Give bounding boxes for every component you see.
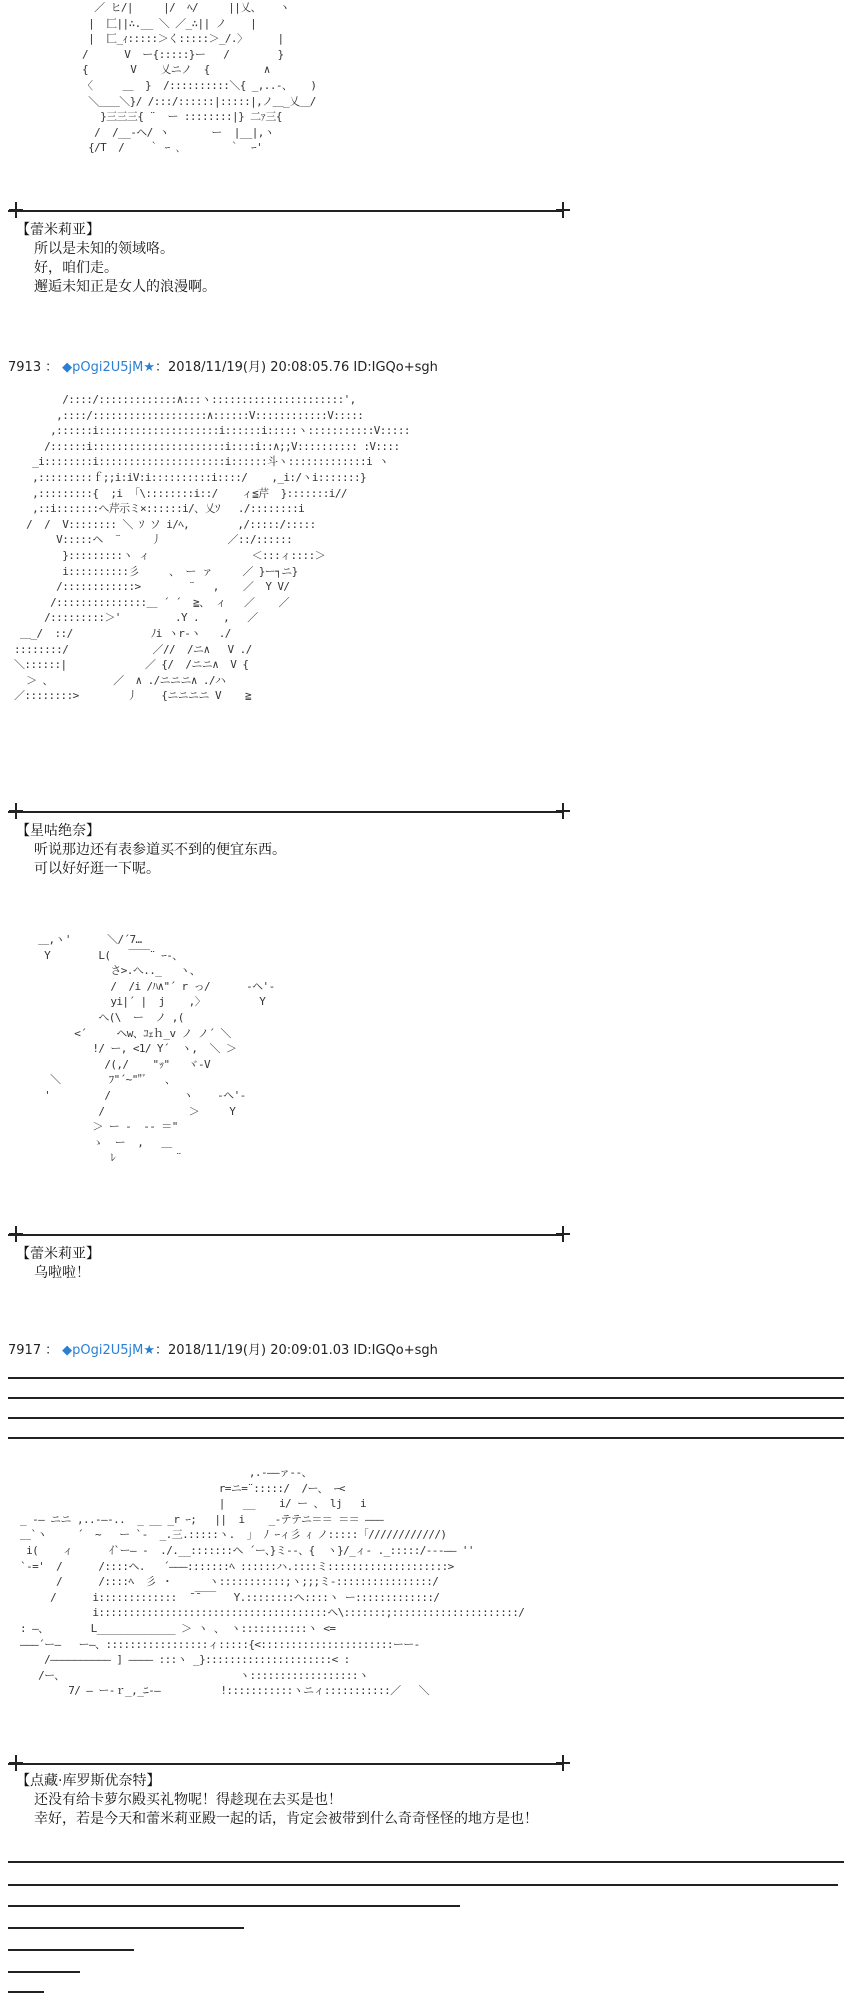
- dialogue-line: 还没有给卡萝尔殿买礼物呢！得趁现在去买是也！: [34, 1792, 342, 1808]
- ascii-art-remilia-group: ／ ヒ/| |/ ﾍ/ ||乂、 ヽ | 匚||∴.__ ＼ ／_∴|| ノ | | 匚_ｨ:::::＞く:::::＞_/.〉 | / V ー{:::::}ー / } { V 乂ニノ { ∧ 〈 ＿ } /::::::::::＼{ _,..-、 ) ＼＿＿＼}/ /:::/::::::|:::::|,ノ＿_乂＿/ }三三三{ ¨ ー ::::::::|} 二ｧ三{ / /__-ヘ/ ヽ ー |__|,ヽ {/T / ｀ ｰ ､ ｀ ｰ': [82, 1, 317, 155]
- speaker-name: 【星咕绝奈】: [16, 823, 100, 839]
- tripcode: pOgi2U5jM: [72, 360, 144, 375]
- post-number-sep: ：: [45, 1343, 59, 1358]
- cross-marker-right: [556, 202, 570, 218]
- horizontal-bar: [8, 1971, 80, 1973]
- cross-marker-left: [9, 803, 23, 819]
- cross-marker-left: [9, 1755, 23, 1771]
- horizontal-bar: [8, 1417, 844, 1419]
- horizontal-bar: [8, 1927, 244, 1929]
- horizontal-bar: [8, 1884, 838, 1886]
- post-datetime-id: ：2018/11/19(月) 20:09:01.03 ID:IGQo+sgh: [155, 1343, 438, 1358]
- post-datetime-id: ：2018/11/19(月) 20:08:05.76 ID:IGQo+sgh: [155, 360, 438, 375]
- dialogue-block: [16, 1245, 100, 1283]
- horizontal-bar: [8, 1905, 460, 1907]
- speaker-name: 【点藏·库罗斯优奈特】: [16, 1773, 161, 1789]
- separator-line: [8, 811, 564, 813]
- cross-marker-right: [556, 1755, 570, 1771]
- star-icon: ★: [143, 360, 155, 375]
- horizontal-bar: [8, 1861, 844, 1863]
- dialogue-line: 幸好，若是今天和蕾米莉亚殿一起的话，肯定会被带到什么奇奇怪怪的地方是也！: [34, 1811, 538, 1827]
- cross-marker-right: [556, 803, 570, 819]
- cross-marker-left: [9, 1226, 23, 1242]
- cross-marker-left: [9, 202, 23, 218]
- post-header: [8, 356, 438, 375]
- speaker-name: 【蕾米莉亚】: [16, 1246, 100, 1262]
- separator-line: [8, 1234, 564, 1236]
- separator-line: [8, 1763, 564, 1765]
- tripcode: pOgi2U5jM: [72, 1343, 144, 1358]
- ascii-art-sparkle-character: ＿,ヽ' ＼/´7… Y L( ￣￣¨ ｰ-、 さ>.へ.._ ヽ、 / /i /ﾊ∧"´ r っ/ -ヘ'- yi|´ | j ,〉 Y へ(\ ー ノ ,( <´ ヘw、ｺｪｈ_v ノ ノ´ ＼ !/ ー, <1/ Y´ ヽ, ＼ ＞ /(,/ "ｯ" ヾ-V ＼ ﾌ"´~""ﾞ 、 ' / ヽ -ヘ'- / ＞ Y ＞ ー - -- ＝" ゝ ー , ＿ ﾚ ¨: [38, 933, 275, 1165]
- horizontal-bar: [8, 1437, 844, 1439]
- dialogue-line: 乌啦啦！: [34, 1265, 90, 1281]
- post-number-sep: ：: [45, 360, 59, 375]
- post-number[interactable]: 7917: [8, 1343, 42, 1358]
- dialogue-block: [16, 822, 286, 879]
- dialogue-line: 邂逅未知正是女人的浪漫啊。: [34, 279, 216, 295]
- trip-diamond-icon: ◆: [62, 1343, 73, 1358]
- star-icon: ★: [143, 1343, 155, 1358]
- trip-diamond-icon: ◆: [62, 360, 73, 375]
- speaker-name: 【蕾米莉亚】: [16, 222, 100, 238]
- horizontal-bar: [8, 1397, 844, 1399]
- dialogue-line: 好，咱们走。: [34, 260, 118, 276]
- ascii-art-character: /::::/:::::::::::::∧:::ヽ::::::::::::::::::::::', ,::::/:::::::::::::::::::∧::::::V::::::::::::V::::: ,::::::i::::::::::::::::::::i::::::i:::::ヽ:::::::::::V::::: /::::::i::::::::::::::::::::::i::::i::∧;;V:::::::::: :V:::: _i::::::::i:::::::::::::::::::::i::::::斗ヽ:::::::::::::i ヽ ,:::::::::ｆ;;i:iV:i::::::::::i::::/ ,_i:/ヽi:::::::} ,:::::::::{ ;i ｢\::::::::i::/ ィ≦芹 }:::::::i// ,::i:::::::へ芹示ミ×::::::i/、乂ｿ ./::::::::i / / V:::::::: ＼ ｿ ソ i/ﾍ, ,/:::::/::::: V:::::ヘ ¨ 丿 ／::/:::::: }:::::::::ヽ ィ ＜:::ィ::::＞ i::::::::::彡 、 ー ァ ／ }ー┐ニ} /::::::::::::> ¨ , ／ Y V/ /:::::::::::::::＿ ´ ´ ≧、 ィ ／ ／ /:::::::::＞' .Y . , ／ ＿_/ ::/ ﾉi ヽr-ヽ ./ ::::::::/ ／// /ニ∧ V ./ ＼::::::| ／ {/ /ニニ∧ V { ＞ 、 ／ ∧ ./ニニニ∧ ./ハ ／::::::::> 丿 {ニニニニ V ≧: [14, 393, 410, 703]
- dialogue-line: 所以是未知的领域咯。: [34, 241, 174, 257]
- horizontal-bar: [8, 1377, 844, 1379]
- dialogue-block: [16, 221, 216, 297]
- dialogue-block: [16, 1772, 538, 1829]
- separator-line: [8, 210, 564, 212]
- cross-marker-right: [556, 1226, 570, 1242]
- post-header: [8, 1339, 438, 1358]
- post-number[interactable]: 7913: [8, 360, 42, 375]
- horizontal-bar: [8, 1991, 44, 1993]
- dialogue-line: 可以好好逛一下呢。: [34, 861, 160, 877]
- dialogue-line: 听说那边还有表参道买不到的便宜东西。: [34, 842, 286, 858]
- ascii-art-tank-scene: ,.-――ァ--、 r=ニ=¨:::::/ /ー、 ｰ< | __ i/ ー 、 lj i _ -― ニニ ,..-―-.. _ __ _r ｰ; || i _-テテニ＝＝ ＝＝ ――― ＿`ヽ ´ ~ ー `- _.三.:::::ヽ. ｣ ﾉ ｰィ彡 ｨ ノ:::::「////////////) i( ィ ｲ`ー― - ./.__:::::::ヘ ´ー、}ミ--、{ ヽ}/_ィ- ._:::::/---―― '' `-=' / /::::ヘ. ´―――:::::::ﾍ ::::::ハ.::::ミ::::::::::::::::::::> / /::::ﾍ 彡 ・ ヽ:::::::::::;ヽ;;;ミ-::::::::::::::::/ / i::::::::::::: ̄ ̄￣￣ Y.::::::::ヘ::::ヽ ー:::::::::::::/ i::::::::::::::::::::::::::::::::::::::ヘ\:::::::;:::::::::::::::::::::/ : ―、 L_____________ ＞ ヽ 、 ヽ:::::::::::ヽ <= ―――´ー― ー―、:::::::::::::::::ィ:::::{<::::::::::::::::::::::ーー- /―――――――――― ] ―――― :::ヽ _}:::::::::::::::::::::< : /ー、 ヽ::::::::::::::::::ヽ 7/ ― ー-ｒ_,_ﾆ-― !:::::::::::ヽニィ:::::::::::／ ＼: [20, 1466, 525, 1698]
- horizontal-bar: [8, 1949, 134, 1951]
